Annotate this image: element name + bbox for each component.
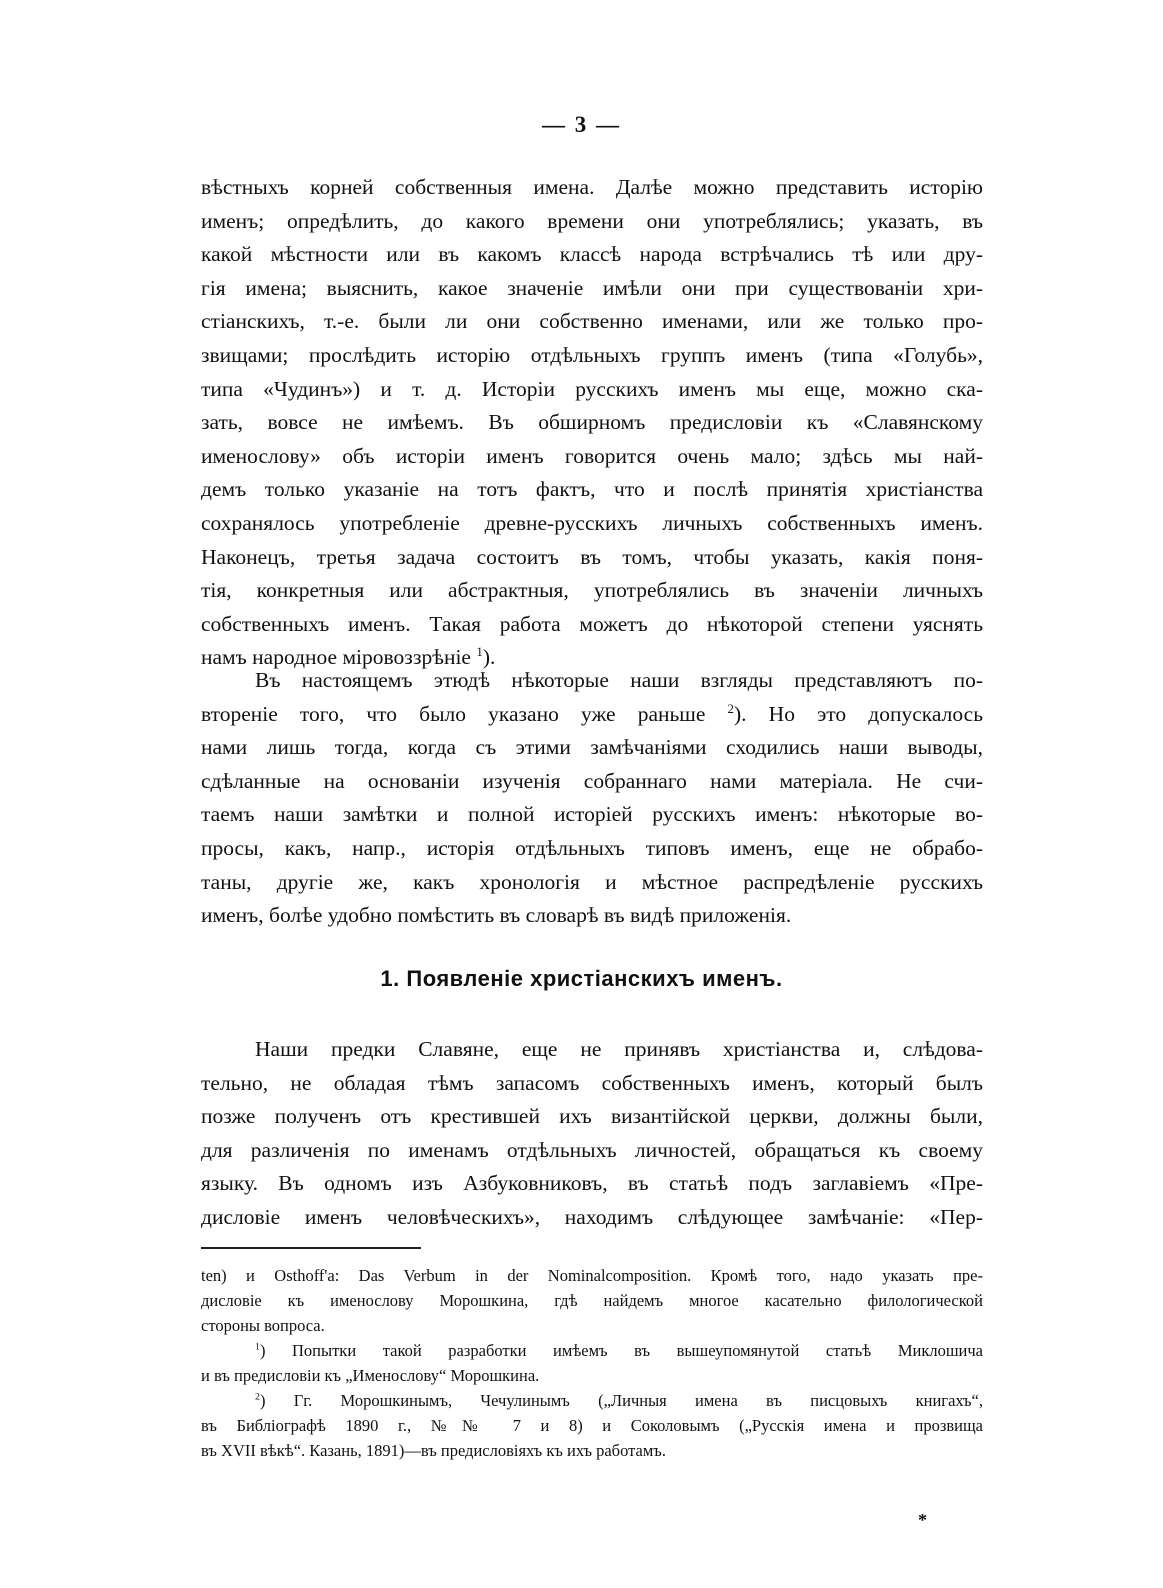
- text-line: позже полученъ отъ крестившей ихъ византійской церкви, должны были,: [201, 1104, 983, 1129]
- text-line: Наши предки Славяне, еще не принявъ христіанства и, слѣдова-: [255, 1037, 983, 1061]
- text-line: демъ только указаніе на тотъ фактъ, что и послѣ принятія христіанства: [201, 477, 983, 502]
- text-line: нами лишь тогда, когда съ этими замѣчаніями сходились наши выводы,: [201, 735, 983, 760]
- footnote-divider: [201, 1247, 421, 1249]
- text-line: стіанскихъ, т.-е. были ли они собственно именами, или же только про-: [201, 309, 983, 334]
- footnote-line: и въ предисловіи къ „Именослову“ Морошкина.: [201, 1366, 540, 1385]
- footnote-line: ten) и Osthoff'a: Das Verbum in der Nominalcomposition. Кромѣ того, надо указать пре-: [201, 1266, 983, 1285]
- text-fragment: ) Гг. Морошкинымъ, Чечулинымъ („Личныя имена въ писцовыхъ книгахъ“,: [259, 1391, 983, 1410]
- footnote-line: [201, 1388, 983, 1413]
- text-line: именослову» объ исторіи именъ говорится очень мало; здѣсь мы най-: [201, 443, 983, 468]
- text-line: Наконецъ, третья задача состоитъ въ томъ, чтобы указать, какія поня-: [201, 544, 983, 569]
- text-line: сдѣланные на основаніи изученія собраннаго нами матеріала. Не счи-: [201, 768, 983, 793]
- text-line: дисловіе именъ человѣческихъ», находимъ слѣдующее замѣчаніе: «Пер-: [201, 1204, 983, 1229]
- text-line: языку. Въ одномъ изъ Азбуковниковъ, въ статьѣ подъ заглавіемъ «Пре-: [201, 1171, 983, 1196]
- text-line: собственныхъ именъ. Такая работа можетъ до нѣкоторой степени уяснять: [201, 611, 983, 636]
- footnote-line: дисловіе къ именослову Морошкина, гдѣ найдемъ многое касательно филологической: [201, 1291, 983, 1310]
- footnote-2: [201, 1388, 983, 1463]
- text-line: сохранялось употребленіе древне-русскихъ личныхъ собственныхъ именъ.: [201, 510, 983, 535]
- footnote-line: [201, 1338, 983, 1363]
- text-fragment: ).: [482, 645, 496, 670]
- paragraph-1: [201, 171, 983, 675]
- paragraph-3: [201, 1033, 983, 1235]
- footnote-line: стороны вопроса.: [201, 1316, 325, 1335]
- section-heading: 1. Появленіе христіанскихъ именъ.: [380, 966, 783, 991]
- text-line: [201, 698, 983, 732]
- text-line: гія имена; выяснить, какое значеніе имѣли они при существованіи хри-: [201, 275, 983, 300]
- text-line: тія, конкретныя или абстрактныя, употреблялись въ значеніи личныхъ: [201, 578, 983, 603]
- paragraph-2: [201, 664, 983, 933]
- footnote-ref-1: 1: [476, 645, 483, 660]
- text-line: вѣстныхъ корней собственныя имена. Далѣе можно представить исторію: [201, 175, 983, 199]
- text-line: для различенія по именамъ отдѣльныхъ личностей, обращаться къ своему: [201, 1137, 983, 1162]
- text-line: таны, другіе же, какъ хронологія и мѣстное распредѣленіе русскихъ: [201, 869, 983, 894]
- page-number: — 3 —: [542, 112, 621, 137]
- signature-mark: *: [918, 1510, 927, 1530]
- footnote-line: въ Библіографѣ 1890 г., №№ 7 и 8) и Соколовымъ („Русскія имена и прозвища: [201, 1416, 983, 1435]
- text-line: таемъ наши замѣтки и полной исторіей русскихъ именъ: нѣкоторые во-: [201, 802, 983, 827]
- text-line: Въ настоящемъ этюдѣ нѣкоторые наши взгляды представляютъ по-: [255, 668, 983, 692]
- text-line: тельно, не обладая тѣмъ запасомъ собственныхъ именъ, который былъ: [201, 1070, 983, 1095]
- text-line: какой мѣстности или въ какомъ классѣ народа встрѣчались тѣ или дру-: [201, 242, 983, 267]
- footnote-ref-2: 2: [727, 701, 734, 716]
- text-line: зать, вовсе не имѣемъ. Въ обширномъ предисловіи къ «Славянскому: [201, 410, 983, 435]
- footnote-1: [201, 1338, 983, 1388]
- footnote-mark-1: 1: [255, 1341, 260, 1353]
- footnote-line: въ XVII вѣкѣ“. Казань, 1891)—въ предисловіяхъ къ ихъ работамъ.: [201, 1441, 666, 1460]
- text-fragment: ). Но это допускалось: [734, 701, 984, 726]
- text-line: просы, какъ, напр., исторія отдѣльныхъ типовъ именъ, еще не обрабо-: [201, 835, 983, 860]
- text-line: звищами; прослѣдить исторію отдѣльныхъ группъ именъ (типа «Голубь»,: [201, 342, 983, 367]
- text-line: именъ, болѣе удобно помѣстить въ словарѣ въ видѣ приложенія.: [201, 903, 792, 928]
- text-fragment: втореніе того, что было указано уже раньше: [201, 701, 706, 726]
- text-fragment: ) Попытки такой разработки имѣемъ въ вышеупомянутой статьѣ Миклошича: [259, 1341, 983, 1360]
- text-line: типа «Чудинъ») и т. д. Исторіи русскихъ именъ мы еще, можно ска-: [201, 376, 983, 401]
- footnote-continuation: [201, 1263, 983, 1338]
- text-fragment: намъ народное міровоззрѣніе: [201, 645, 471, 670]
- text-line: именъ; опредѣлить, до какого времени они употреблялись; указать, въ: [201, 208, 983, 233]
- footnote-mark-2: 2: [255, 1391, 260, 1403]
